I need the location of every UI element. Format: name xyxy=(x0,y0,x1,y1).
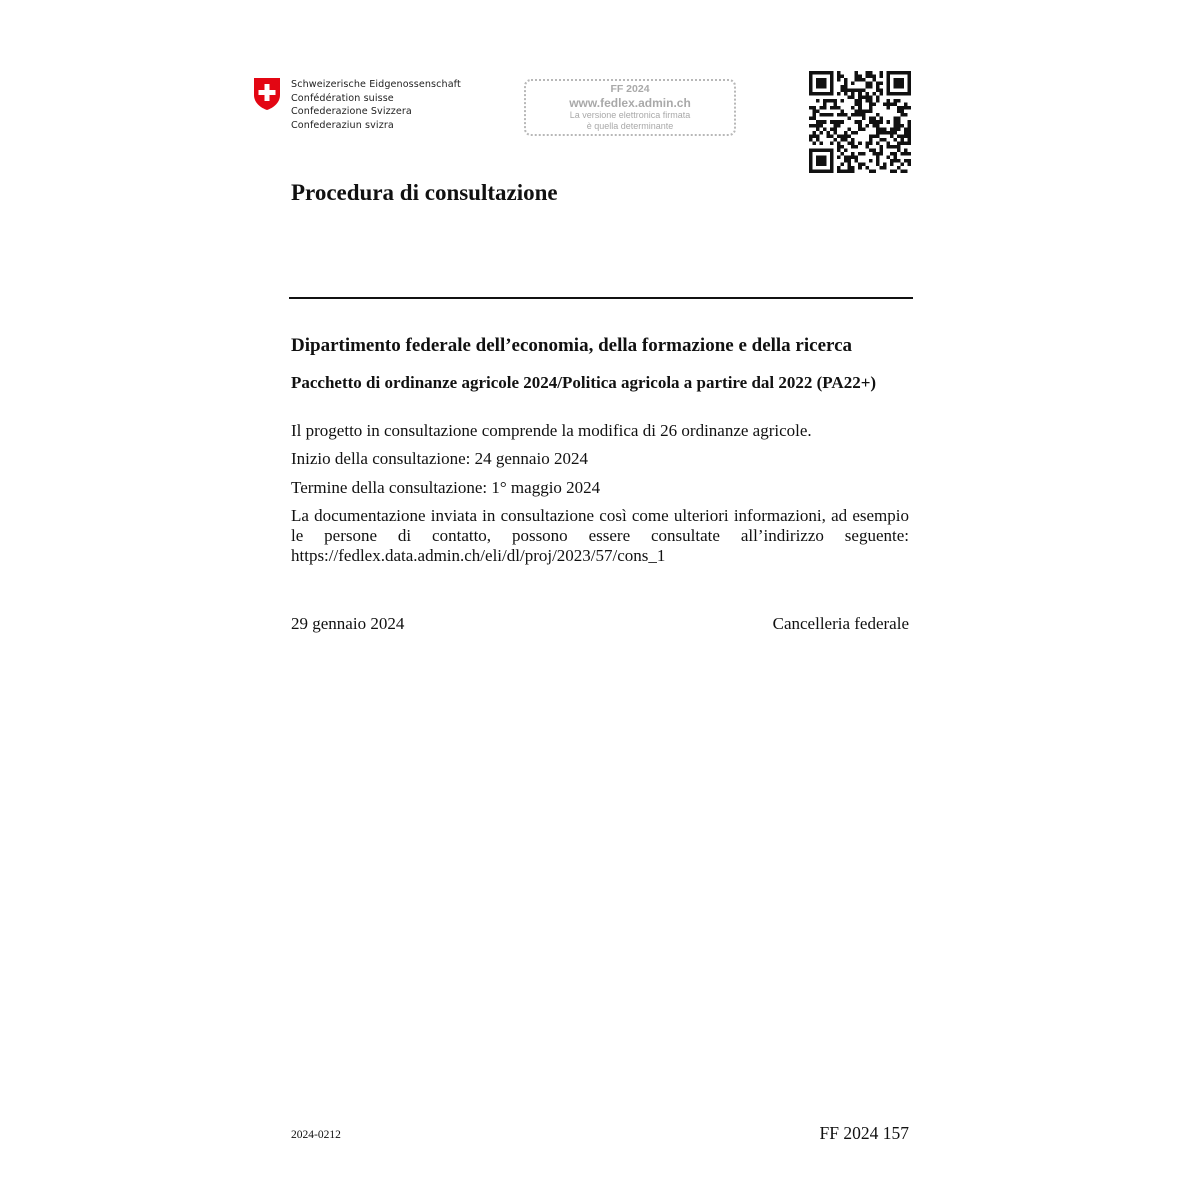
stamp-line-3: La versione elettronica firmata xyxy=(569,110,691,120)
stamp-line-2: www.fedlex.admin.ch xyxy=(569,96,691,110)
confederation-name-it: Confederazione Svizzera xyxy=(291,106,412,117)
qr-code-icon xyxy=(809,71,911,173)
stamp-line-4: è quella determinante xyxy=(586,121,674,131)
paragraph-documentation: La documentazione inviata in consultazione così come ulteriori informazioni, ad esempio le persone di contatto, possono essere consultate all’indirizzo seguente: https://fedlex.data.admin.ch/eli/dl/proj/2023/57/cons_1 xyxy=(291,506,909,565)
paragraph-end-date: Termine della consultazione: 1° maggio 2024 xyxy=(291,478,601,497)
confederation-name-de: Schweizerische Eidgenossenschaft xyxy=(291,79,461,90)
subject-heading: Pacchetto di ordinanze agricole 2024/Politica agricola a partire dal 2022 (PA22+) xyxy=(291,373,877,392)
footer-reference: FF 2024 157 xyxy=(819,1123,909,1143)
footer-code: 2024-0212 xyxy=(291,1129,341,1141)
page-title: Procedura di consultazione xyxy=(291,180,558,205)
confederation-name-fr: Confédération suisse xyxy=(291,92,394,104)
issuer: Cancelleria federale xyxy=(772,614,909,633)
paragraph-scope: Il progetto in consultazione comprende la modifica di 26 ordinanze agricole. xyxy=(291,421,812,440)
swiss-cross-icon xyxy=(252,77,282,111)
confederation-name-rm: Confederaziun svizra xyxy=(291,119,394,131)
department-heading: Dipartimento federale dell’economia, della formazione e della ricerca xyxy=(291,335,853,356)
document-date: 29 gennaio 2024 xyxy=(291,614,405,633)
confederation-names xyxy=(291,78,461,132)
stamp-line-1: FF 2024 xyxy=(610,83,650,95)
divider xyxy=(289,297,913,299)
fedlex-stamp xyxy=(524,79,736,136)
paragraph-start-date: Inizio della consultazione: 24 gennaio 2024 xyxy=(291,449,588,468)
